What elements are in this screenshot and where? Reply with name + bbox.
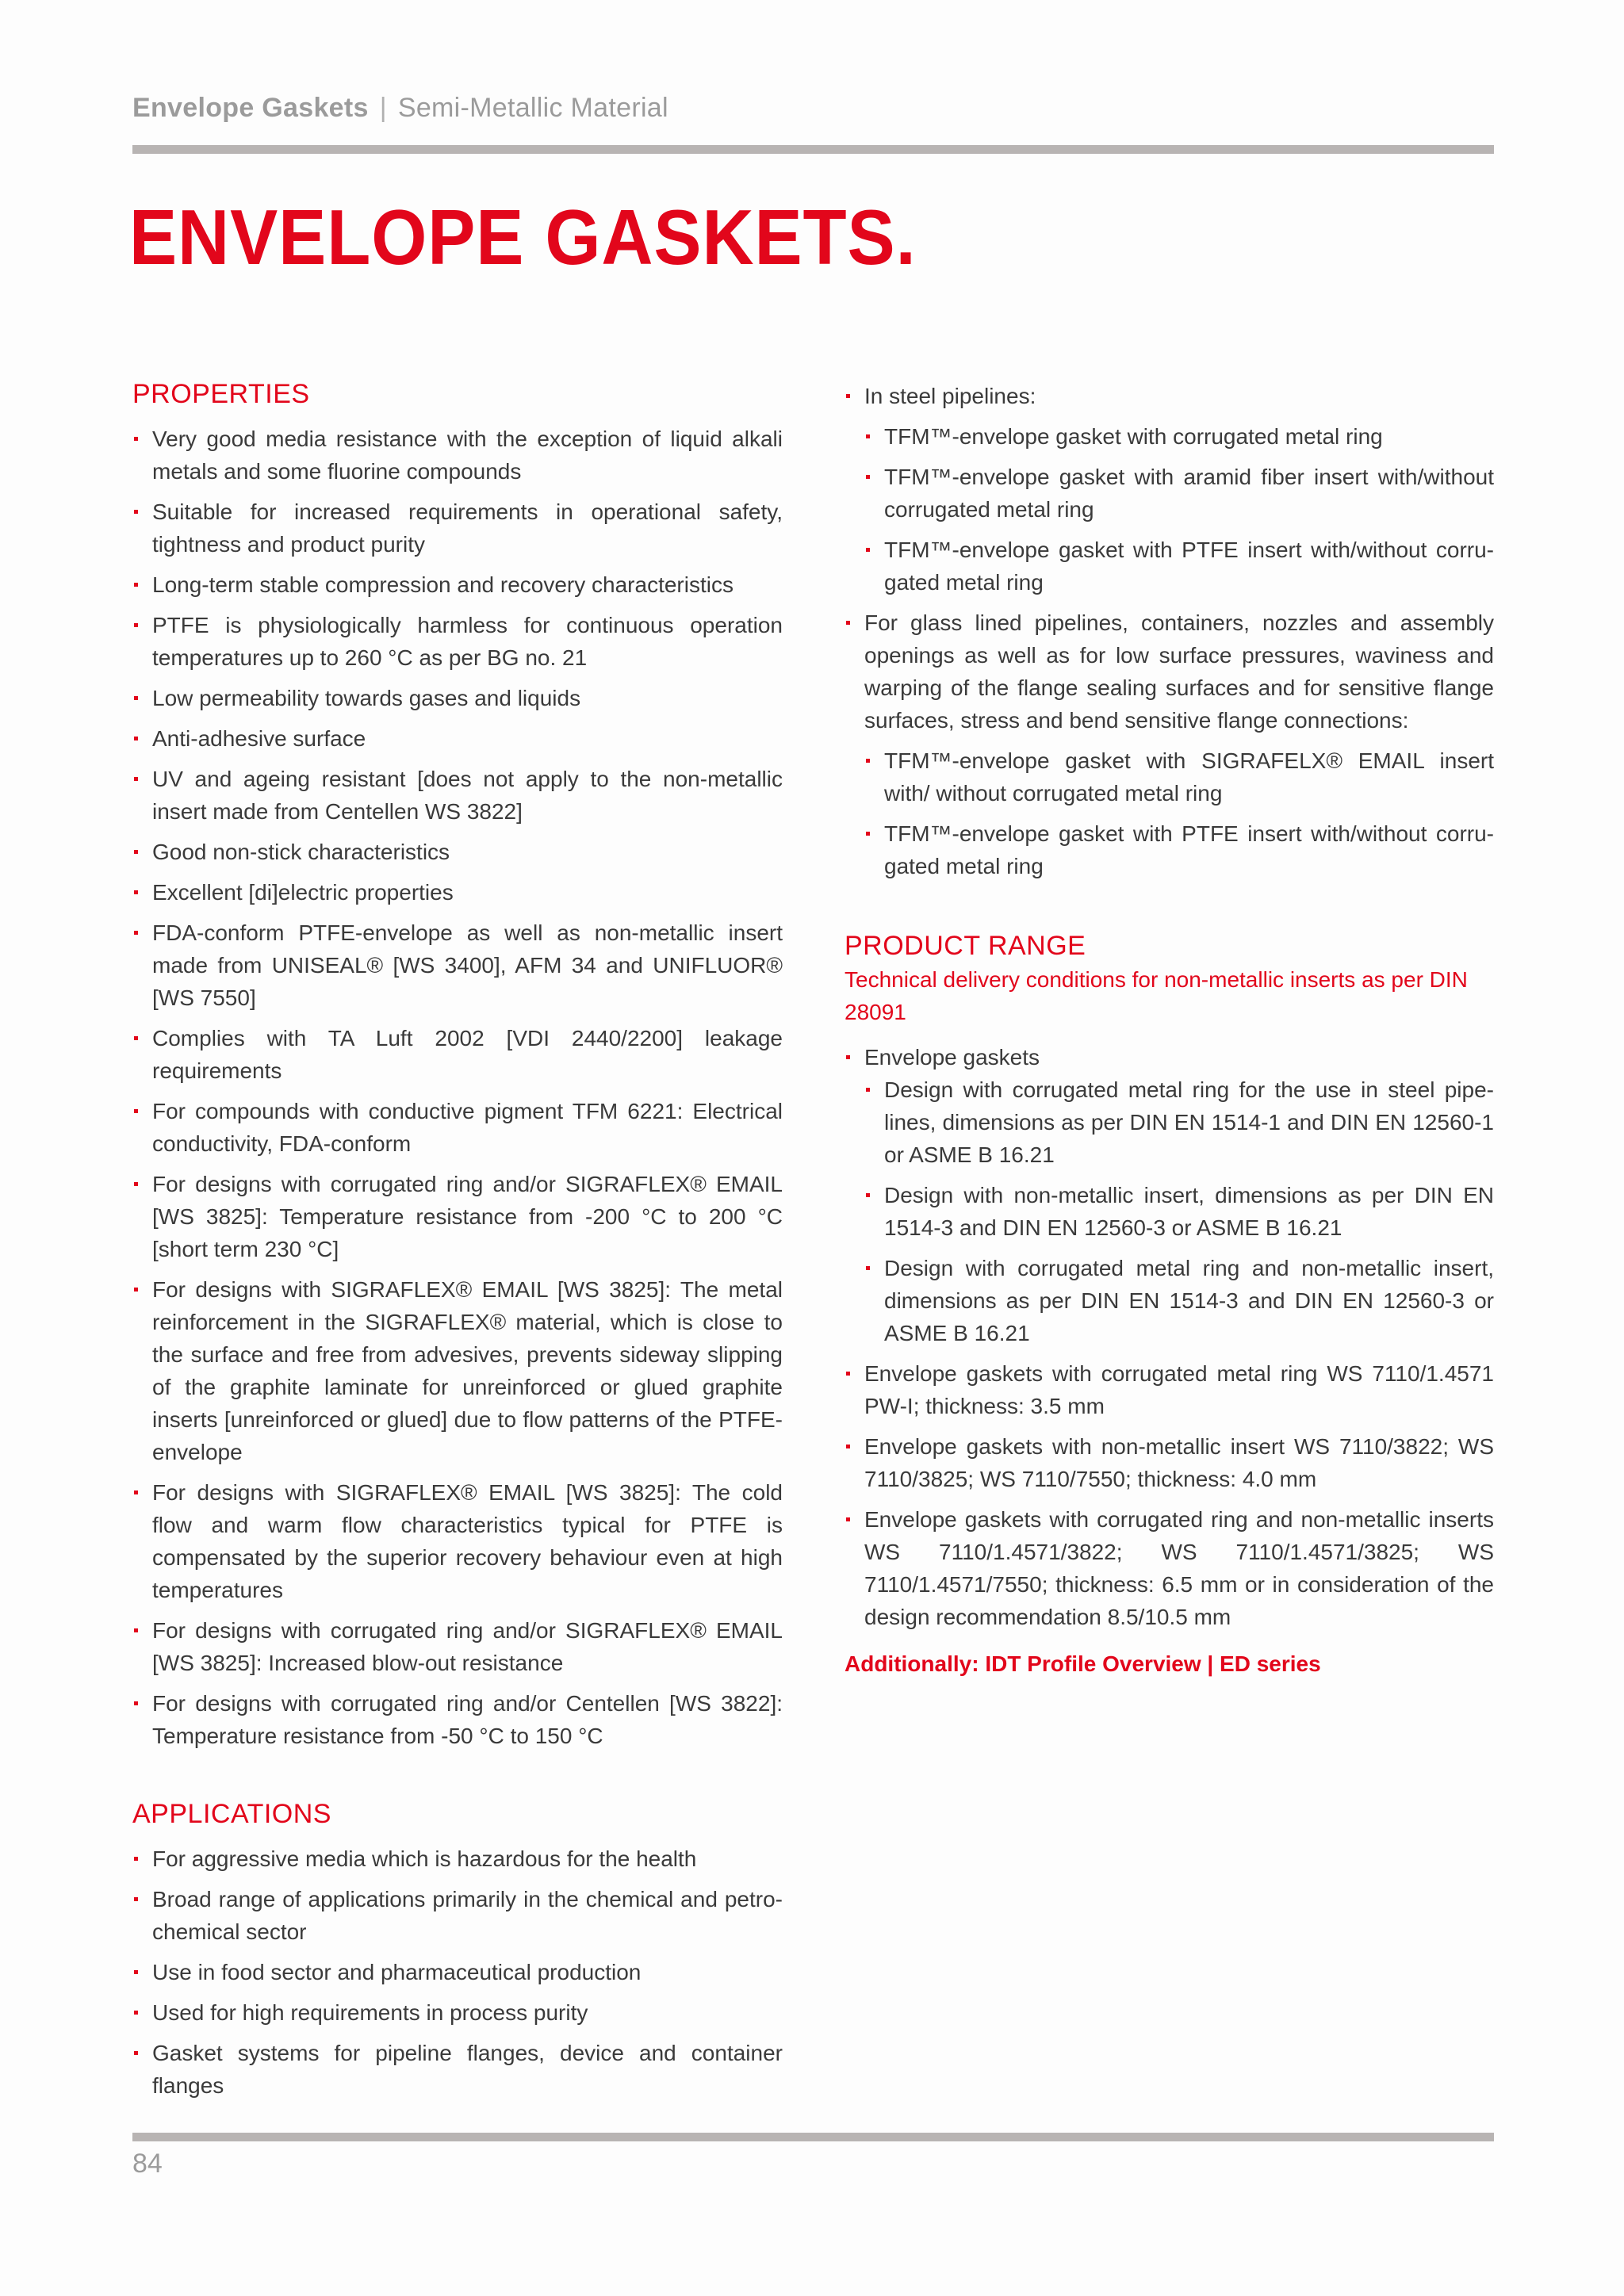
header-rule (132, 145, 1494, 154)
steel-label: In steel pipelines: (864, 384, 1036, 408)
applications-heading: APPLICATIONS (132, 1799, 331, 1829)
list-item: For compounds with conductive pigment TFM 6221: Electrical conductivity, FDA-conform (132, 1095, 783, 1160)
list-item: Very good media resistance with the exception of liquid alkali metals and some fluorine compounds (132, 423, 783, 488)
left-column (132, 377, 783, 2110)
list-item: TFM™-envelope gasket with corrugated metal ring (864, 420, 1494, 453)
list-item: For designs with corrugated ring and/or SIGRAFLEX® EMAIL [WS 3825]: Temperature resistance from -200 °C to 200 °C [short term 230 °C] (132, 1168, 783, 1265)
list-item: Complies with TA Luft 2002 [VDI 2440/2200] leakage requirements (132, 1022, 783, 1087)
applications-list (132, 1843, 783, 2102)
list-item: Envelope gaskets with non-metallic insert WS 7110/3822; WS 7110/3825; WS 7110/7550; thickness: 4.0 mm (845, 1430, 1494, 1495)
list-item: Design with corrugated metal ring for the use in steel pipelines, dimensions as per DIN EN 1514-1 and DIN EN 12560-1 or ASME B 16.21 (864, 1073, 1494, 1171)
list-item: Envelope gaskets with corrugated metal ring WS 7110/1.4571 PW-I; thickness: 3.5 mm (845, 1357, 1494, 1422)
glass-label: For glass lined pipelines, containers, nozzles and assembly openings as well as for low surface pressures, waviness and warping of the flange sealing surfaces and for sensitive flange surfaces, stress and bend sensitive flange connections: (864, 610, 1494, 733)
list-item: For designs with SIGRAFLEX® EMAIL [WS 3825]: The cold flow and warm flow characteristics typical for PTFE is compensated by the superior recovery behaviour even at high temperatures (132, 1476, 783, 1606)
list-item: Gasket systems for pipeline flanges, device and container flanges (132, 2037, 783, 2102)
list-item: TFM™-envelope gasket with aramid fiber insert with/without corrugated metal ring (864, 461, 1494, 526)
pipeline-list (845, 380, 1494, 882)
list-item: Suitable for increased requirements in operational safety, tightness and product purity (132, 496, 783, 561)
running-header (132, 93, 668, 124)
list-item-envelope (845, 1041, 1494, 1349)
list-item-steel (845, 380, 1494, 599)
page-title: ENVELOPE GASKETS. (129, 193, 917, 281)
list-item: FDA-conform PTFE-envelope as well as non-metallic insert made from UNISEAL® [WS 3400], AFM 34 and UNIFLUOR® [WS 7550] (132, 916, 783, 1014)
right-column (845, 380, 1494, 1680)
list-item: Use in food sector and pharmaceutical production (132, 1956, 783, 1988)
properties-list (132, 423, 783, 1752)
footer-rule (132, 2133, 1494, 2141)
product-range-subheading: Technical delivery conditions for non-metallic inserts as per DIN 28091 (845, 967, 1468, 1024)
list-item: Low permeability towards gases and liquids (132, 682, 783, 714)
list-item: PTFE is physiologically harmless for continuous operation temperatures up to 260 °C as per BG no. 21 (132, 609, 783, 674)
list-item: Design with non-metallic insert, dimensions as per DIN EN 1514-3 and DIN EN 12560-3 or ASME B 16.21 (864, 1179, 1494, 1244)
list-item: Broad range of applications primarily in the chemical and petrochemical sector (132, 1883, 783, 1948)
envelope-sublist (864, 1073, 1494, 1349)
list-item: For aggressive media which is hazardous for the health (132, 1843, 783, 1875)
list-item: Long-term stable compression and recovery characteristics (132, 568, 783, 601)
list-item: Good non-stick characteristics (132, 836, 783, 868)
header-subtitle: Semi-Metallic Material (397, 93, 668, 123)
list-item: For designs with corrugated ring and/or SIGRAFLEX® EMAIL [WS 3825]: Increased blow-out resistance (132, 1614, 783, 1679)
steel-sublist (864, 420, 1494, 599)
product-range-heading: PRODUCT RANGE (845, 931, 1086, 961)
list-item: Envelope gaskets with corrugated ring and non-metallic inserts WS 7110/1.4571/3822; WS 7110/1.4571/3825; WS 7110/1.4571/7550; thickness: 6.5 mm or in consideration of the design recommendation 8.5/10.5 mm (845, 1503, 1494, 1633)
list-item: TFM™-envelope gasket with SIGRAFELX® EMAIL insert with/ without corrugated metal ring (864, 744, 1494, 809)
properties-heading: PROPERTIES (132, 379, 310, 409)
header-category: Envelope Gaskets (132, 93, 369, 123)
page-number: 84 (132, 2149, 163, 2179)
list-item: TFM™-envelope gasket with PTFE insert with/without corrugated metal ring (864, 534, 1494, 599)
list-item: For designs with SIGRAFLEX® EMAIL [WS 3825]: The metal reinforcement in the SIGRAFLEX® material, which is close to the surface and free from advesives, prevents sideway slipping of the graphite laminate for unreinforced or glued graphite inserts [unreinforced or glued] due to flow patterns of the PTFE-envelope (132, 1273, 783, 1468)
list-item: TFM™-envelope gasket with PTFE insert with/without corrugated metal ring (864, 817, 1494, 882)
list-item: Used for high requirements in process purity (132, 1996, 783, 2029)
list-item: Excellent [di]electric properties (132, 876, 783, 909)
envelope-label: Envelope gaskets (864, 1045, 1040, 1070)
list-item: For designs with corrugated ring and/or Centellen [WS 3822]: Temperature resistance from -50 °C to 150 °C (132, 1687, 783, 1752)
list-item: UV and ageing resistant [does not apply to the non-metallic insert made from Centellen WS 3822] (132, 763, 783, 828)
header-separator: | (379, 93, 387, 123)
list-item-glass (845, 607, 1494, 882)
list-item: Design with corrugated metal ring and non-metallic insert, dimensions as per DIN EN 1514-3 and DIN EN 12560-3 or ASME B 16.21 (864, 1252, 1494, 1349)
glass-sublist (864, 744, 1494, 882)
list-item: Anti-adhesive surface (132, 722, 783, 755)
product-range-list (845, 1041, 1494, 1633)
additionally-link[interactable]: Additionally: IDT Profile Overview | ED series (845, 1651, 1321, 1676)
